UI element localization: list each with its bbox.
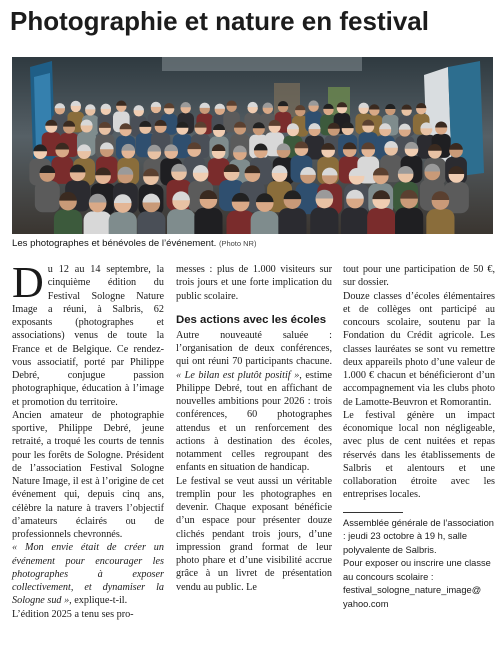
crowd-person-body [194, 208, 222, 234]
paragraph-5: messes : plus de 1.000 visiteurs sur trois jours et une forte implication du public scolaire. [176, 264, 332, 302]
photo-caption [12, 237, 493, 251]
crowd-person-body [426, 209, 454, 234]
paragraph-6 [176, 329, 332, 475]
paragraph-4: L’édition 2025 a tenu ses pro- [12, 608, 134, 620]
crowd-person-body [367, 208, 395, 234]
intro-text: u 12 au 14 septembre, la cinquième édition du Festival Sologne Nature Image a réuni, à Salbris, 62 exposants (photographes et associations) venus de toute la France et de Belgique. Ce rendez-vous associatif, porté par Philippe Debré, conjugue passion photographique, éducation à l’image et promotion du territoire. [12, 264, 164, 408]
crowd-person-body [278, 208, 306, 234]
crowd-person-body [227, 211, 255, 234]
crowd-person-body [109, 212, 137, 234]
crowd-person-body [310, 207, 338, 234]
paragraph-10: Le festival génère un impact économique local non négligeable, avec plus de cent nuitées et repas réservés dans les établissements de Salbris et alentours et une collaboration étroite avec les entreprises locales. [343, 409, 495, 501]
column-2 [176, 263, 332, 594]
crowd-person-body [395, 208, 423, 234]
paragraph-2: Ancien amateur de photographie sportive, Philippe Debré, jeune retraité, a troqué les courts de tennis pour les forêts de Sologne. Président de l’association Festival Sologne Nature Image, il est à l’origine de cet événement qui, depuis cinq ans, célèbre la nature à travers l’objectif d’amateurs éclairés ou de professionnels chevronnés. [12, 409, 164, 540]
crowd-person-body [51, 157, 73, 184]
paragraph-intro [12, 258, 164, 409]
crowd-person-body [251, 211, 279, 234]
paragraph-3 [12, 541, 164, 607]
paragraph-6-rest: , estime Philippe Debré, tout en affichant de nouvelles ambitions pour 2026 : trois conférences, 60 photographes attendus et un renforcement des actions à destination des écoles, notamment celles regroupant des enfants en situation de handicap. [176, 369, 333, 474]
column-1 [12, 258, 164, 621]
info-assembly: Assemblée générale de l’association : jeudi 23 octobre à 19 h, salle polyvalente de Salbris. [343, 517, 494, 555]
subheading: Des actions avec les écoles [176, 313, 327, 326]
info-divider [343, 512, 403, 513]
info-contact: Pour exposer ou inscrire une classe au concours scolaire : festival_sologne_nature_image@ yahoo.com [343, 558, 491, 610]
crowd-person-body [167, 209, 195, 234]
column-3 [343, 263, 495, 612]
caption-credit: (Photo NR) [218, 239, 257, 248]
crowd-person-body [341, 207, 369, 234]
paragraph-7: Le festival se veut aussi un véritable tremplin pour les photographes en devenir. Chaque exposant bénéficie d’un espace pour présenter douze clichés pendant trois jours, d’une impression grand format de leur photo phare et d’une visibilité accrue grâce à un livret de présentation vendu au public. Le [176, 475, 332, 593]
crowd-person-body [137, 211, 165, 234]
crowd-person-body [35, 181, 60, 212]
paragraph-8: tout pour une participation de 50 €, sur dossier. [343, 264, 495, 289]
quote-bilan: « Le bilan est plutôt positif » [176, 369, 300, 381]
caption-text: Les photographes et bénévoles de l’événement. [12, 238, 217, 249]
group-photo [12, 57, 493, 234]
headline: Photographie et nature en festival [10, 6, 429, 36]
quote: « Mon envie était de créer un événement pour encourager les photographes à exposer collectivement, et dynamiser la Sologne sud » [12, 542, 164, 607]
crowd-person-body [84, 211, 112, 234]
crowd-person-body [54, 210, 82, 234]
paragraph-6-start: Autre nouveauté saluée : l’organisation de deux conférences, qui ont réuni 70 participants chacune. [176, 329, 332, 368]
drop-cap: D [12, 258, 44, 307]
paragraph-9: Douze classes d’écoles élémentaires et de collèges ont participé au concours scolaire, soutenu par la Fondation du Crédit agricole. Les classes lauréates se sont vu remettre deux appareils photo d’une valeur de 1.000 € chacun et bénéficieront d’un accompagnement via les clubs photo de Lamotte-Beuvron et Romorantin. [343, 290, 495, 408]
quote-attribution: , explique-t-il. [69, 595, 128, 607]
